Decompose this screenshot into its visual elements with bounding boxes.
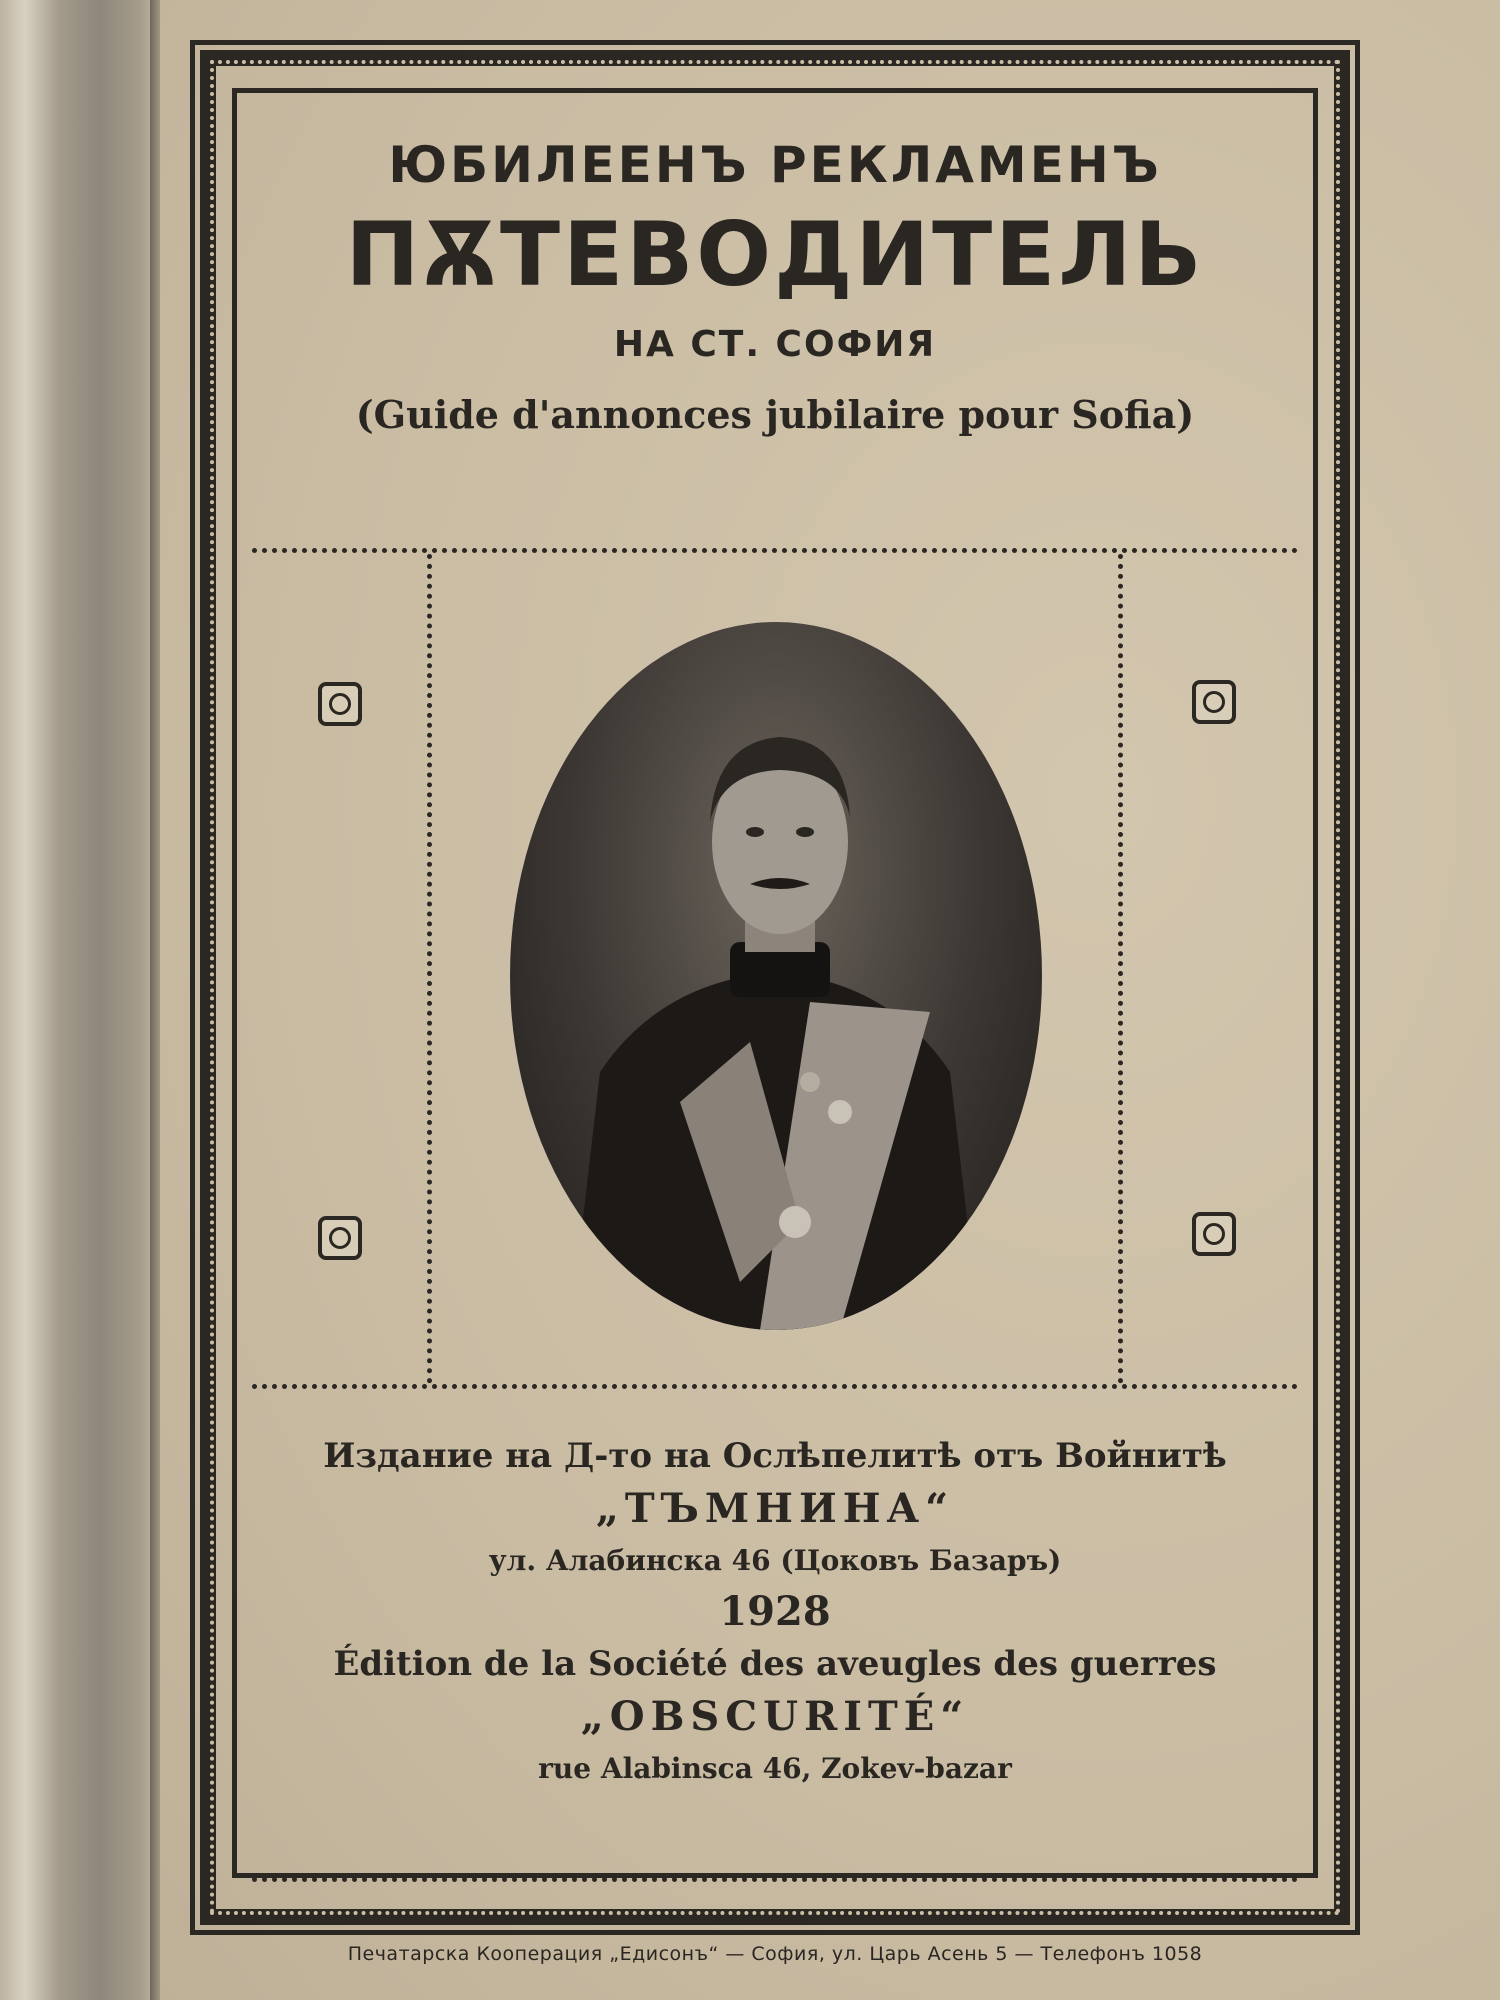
ornament-icon — [1192, 680, 1236, 724]
publisher-block — [250, 1430, 1300, 1794]
printer-imprint: Печатарска Кооперация „Едисонъ“ — София, ул. Царь Асень 5 — Телефонъ 1058 — [347, 1943, 1203, 1965]
title-city: НА СТ. СОФИЯ — [613, 324, 937, 365]
publisher-bg-address: ул. Алабинска 46 (Цоковъ Базаръ) — [488, 1544, 1062, 1577]
ornament-icon — [1192, 1212, 1236, 1256]
book-spine — [0, 0, 160, 2000]
publisher-fr-address: rue Alabinsca 46, Zokev-bazar — [538, 1752, 1012, 1785]
title-line-1: ЮБИЛЕЕНЪ РЕКЛАМЕНЪ — [388, 136, 1162, 194]
title-main: ПѪТЕВОДИТЕЛЬ — [345, 203, 1205, 306]
publisher-fr-line: Édition de la Société des aveugles des guerres — [333, 1644, 1217, 1684]
ornament-icon — [318, 1216, 362, 1260]
publisher-bg-name: „ТЪМНИНА“ — [595, 1485, 955, 1532]
publisher-fr-name: „OBSCURITÉ“ — [580, 1693, 970, 1740]
right-side-panel — [1118, 554, 1298, 1384]
publisher-bg-line: Издание на Д-то на Ослѣпелитѣ отъ Войнитѣ — [323, 1436, 1227, 1476]
portrait-photo — [510, 622, 1042, 1330]
portrait-figure — [510, 622, 1042, 1330]
ornament-icon — [318, 682, 362, 726]
publication-year: 1928 — [719, 1588, 831, 1635]
title-french: (Guide d'annonces jubilaire pour Sofia) — [355, 392, 1195, 437]
title-block — [250, 130, 1300, 450]
